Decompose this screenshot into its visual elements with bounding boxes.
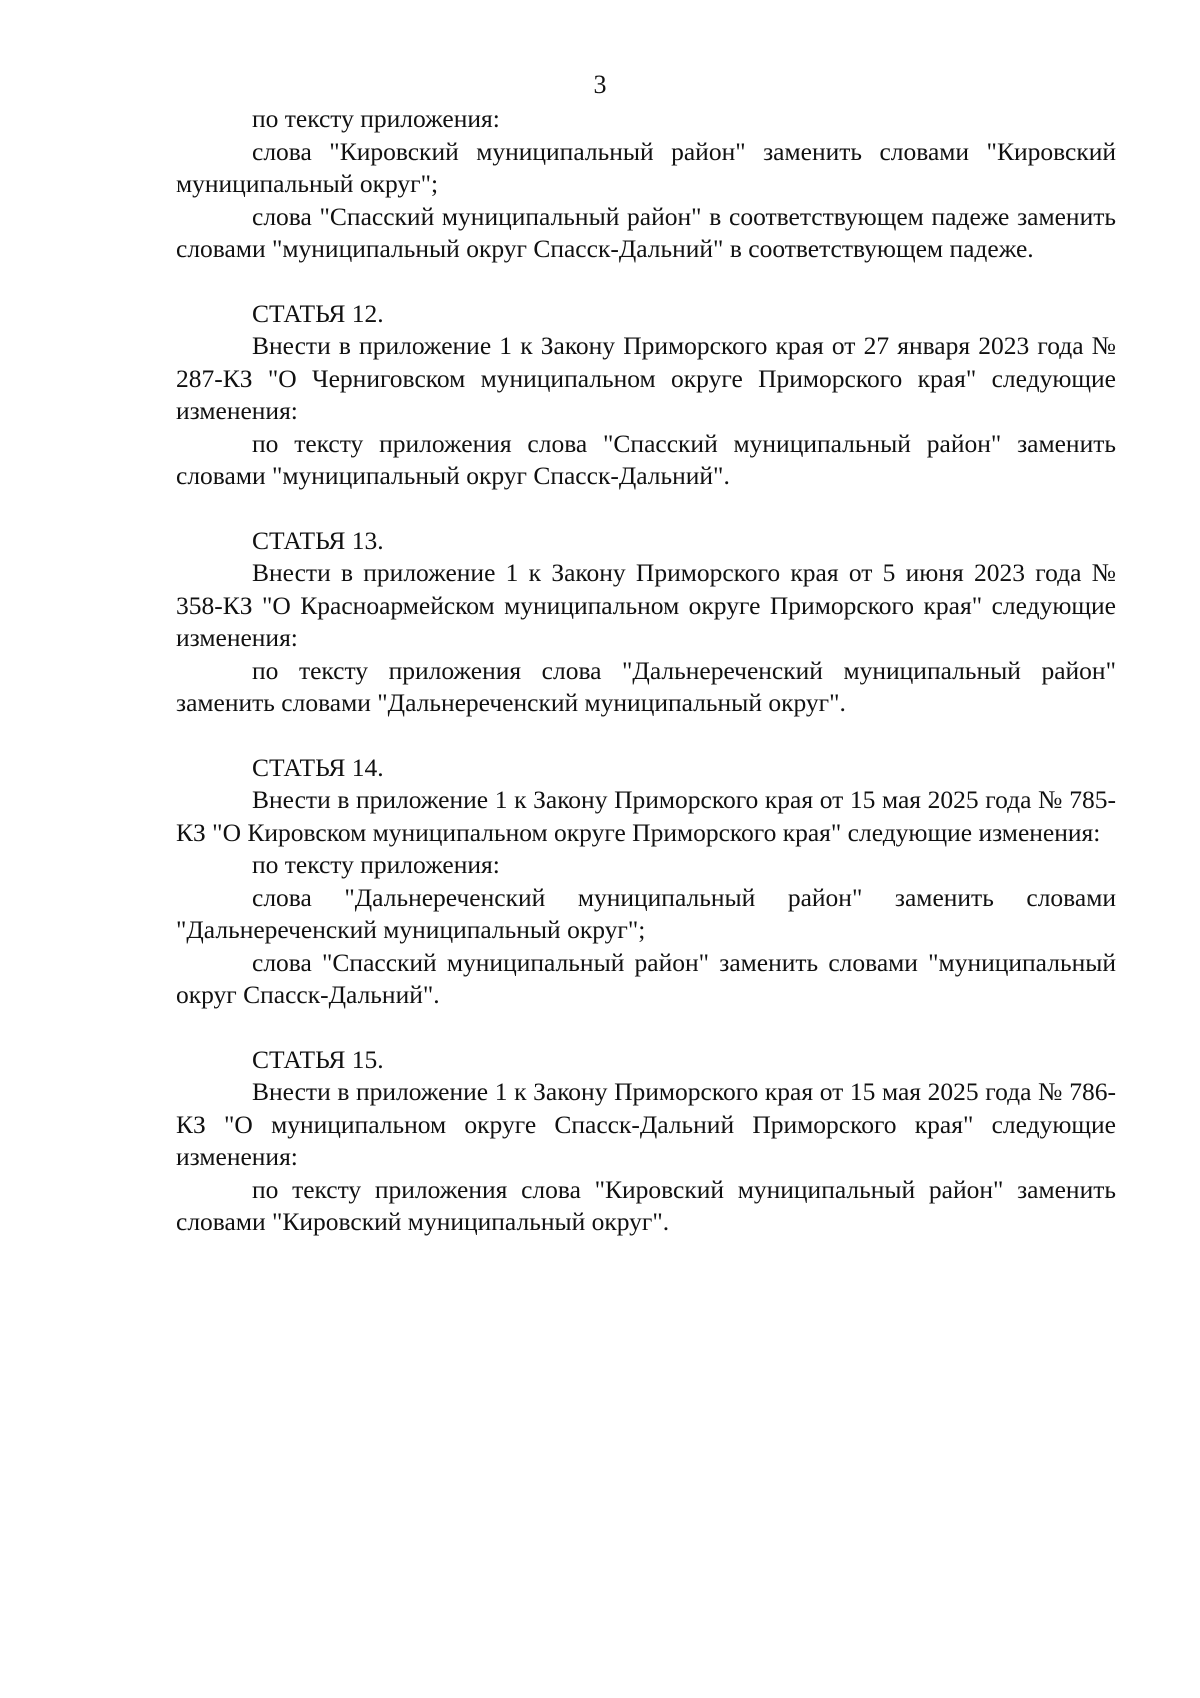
article-12-intro: Внести в приложение 1 к Закону Приморского края от 27 января 2023 года № 287-КЗ "О Черниговском муниципальном округе Приморского края" следующие изменения: (176, 331, 1116, 425)
article-14-item: слова "Спасский муниципальный район" заменить словами "муниципальный округ Спасск-Дальний". (176, 947, 1116, 1009)
article-15-intro: Внести в приложение 1 к Закону Приморского края от 15 мая 2025 года № 786-КЗ "О муниципальном округе Спасск-Дальний Приморского края" следующие изменения: (176, 1077, 1116, 1171)
intro-paragraph-1: слова "Кировский муниципальный район" заменить словами "Кировский муниципальный округ"; (176, 136, 1116, 198)
article-13-item: по тексту приложения слова "Дальнереченский муниципальный район" заменить словами "Дальнереченский муниципальный округ". (176, 655, 1116, 717)
article-15-heading: СТАТЬЯ 15. (252, 1044, 384, 1074)
intro-line: по тексту приложения: (252, 104, 500, 133)
article-12-heading: СТАТЬЯ 12. (252, 298, 384, 328)
article-14-item: по тексту приложения: (252, 850, 500, 879)
article-13-intro: Внести в приложение 1 к Закону Приморского края от 5 июня 2023 года № 358-КЗ "О Красноармейском муниципальном округе Приморского края" следующие изменения: (176, 558, 1116, 652)
intro-paragraph-2: слова "Спасский муниципальный район" в соответствующем падеже заменить словами "муниципальный округ Спасск-Дальний" в соответствующем падеже. (176, 201, 1116, 263)
article-13-heading: СТАТЬЯ 13. (252, 525, 384, 555)
article-12-item: по тексту приложения слова "Спасский муниципальный район" заменить словами "муниципальный округ Спасск-Дальний". (176, 428, 1116, 490)
article-14-intro: Внести в приложение 1 к Закону Приморского края от 15 мая 2025 года № 785-КЗ "О Кировском муниципальном округе Приморского края" следующие изменения: (176, 785, 1116, 847)
article-14-item: слова "Дальнереченский муниципальный район" заменить словами "Дальнереченский муниципальный округ"; (176, 882, 1116, 944)
page-number: 3 (593, 70, 607, 99)
article-14-heading: СТАТЬЯ 14. (252, 752, 384, 782)
article-15-item: по тексту приложения слова "Кировский муниципальный район" заменить словами "Кировский муниципальный округ". (176, 1174, 1116, 1236)
document-body (176, 103, 1116, 1239)
